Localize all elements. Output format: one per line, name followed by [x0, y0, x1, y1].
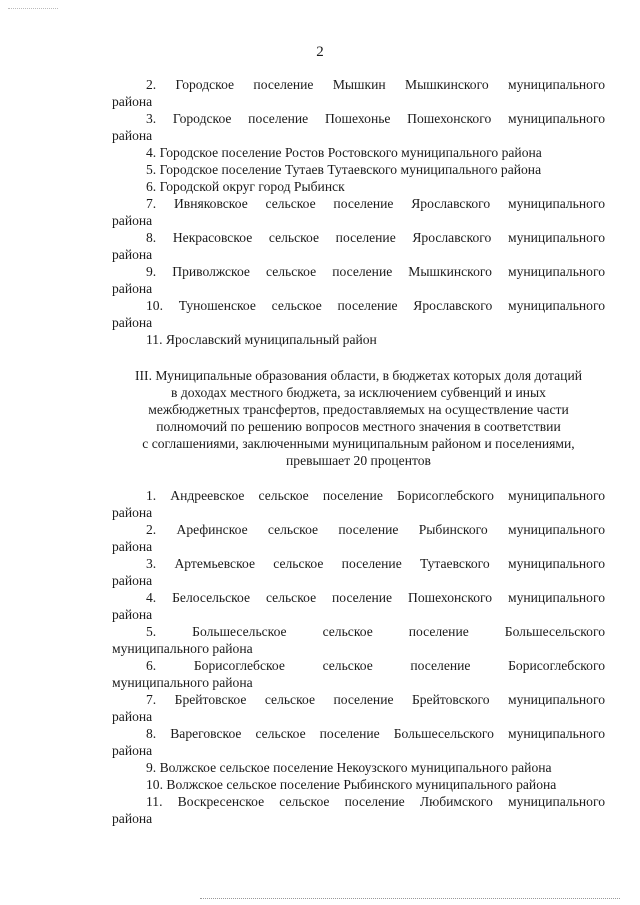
list-item-continuation: района: [112, 213, 153, 228]
list-item: [112, 555, 605, 589]
list-item-continuation: района: [112, 505, 153, 520]
list-item: [112, 161, 605, 178]
list-item-continuation: района: [112, 247, 153, 262]
page-number: 2: [316, 44, 324, 60]
list-item-line: 6. Борисоглебское сельское поселение Борисоглебского: [146, 658, 605, 673]
list-item-line: 8. Вареговское сельское поселение Большесельского муниципального: [146, 726, 605, 741]
list-section-iii: [112, 487, 605, 827]
list-section-ii: [112, 76, 605, 348]
list-item-line: 1. Андреевское сельское поселение Борисоглебского муниципального: [146, 488, 605, 503]
list-item-line: 7. Брейтовское сельское поселение Брейтовского муниципального: [146, 692, 605, 707]
document-body: [112, 76, 605, 827]
list-item: [112, 263, 605, 297]
list-item-continuation: района: [112, 743, 153, 758]
list-item: [112, 487, 605, 521]
list-item-line: 6. Городской округ город Рыбинск: [146, 179, 345, 194]
heading-line: превышает 20 процентов: [286, 453, 431, 468]
list-item-continuation: муниципального района: [112, 675, 253, 690]
list-item: [112, 229, 605, 263]
list-item: [112, 776, 605, 793]
list-item-continuation: района: [112, 811, 153, 826]
list-item-line: 3. Городское поселение Пошехонье Пошехонского муниципального: [146, 111, 605, 126]
list-item-continuation: района: [112, 315, 153, 330]
heading-line: в доходах местного бюджета, за исключением субвенций и иных: [171, 385, 546, 400]
list-item-continuation: района: [112, 573, 153, 588]
list-item: [112, 195, 605, 229]
list-item-line: 9. Приволжское сельское поселение Мышкинского муниципального: [146, 264, 605, 279]
list-item: [112, 521, 605, 555]
list-item-continuation: муниципального района: [112, 641, 253, 656]
list-item: [112, 331, 605, 348]
list-item-continuation: района: [112, 539, 153, 554]
list-item-continuation: района: [112, 128, 153, 143]
list-item-line: 9. Волжское сельское поселение Некоузского муниципального района: [146, 760, 552, 775]
scan-artifact-footer: [200, 898, 620, 900]
list-item: [112, 623, 605, 657]
list-item-line: 8. Некрасовское сельское поселение Ярославского муниципального: [146, 230, 605, 245]
list-item-line: 2. Арефинское сельское поселение Рыбинского муниципального: [146, 522, 605, 537]
list-item: [112, 76, 605, 110]
list-item-line: 11. Воскресенское сельское поселение Любимского муниципального: [146, 794, 605, 809]
scan-artifact: [8, 8, 58, 11]
list-item-line: 11. Ярославский муниципальный район: [146, 332, 377, 347]
list-item-continuation: района: [112, 607, 153, 622]
list-item-line: 4. Городское поселение Ростов Ростовского муниципального района: [146, 145, 542, 160]
list-item: [112, 589, 605, 623]
list-item: [112, 297, 605, 331]
list-item-line: 7. Ивняковское сельское поселение Ярославского муниципального: [146, 196, 605, 211]
list-item-line: 3. Артемьевское сельское поселение Тутаевского муниципального: [146, 556, 605, 571]
list-item-line: 5. Городское поселение Тутаев Тутаевского муниципального района: [146, 162, 542, 177]
section-iii-heading: [112, 367, 605, 469]
list-item: [112, 793, 605, 827]
list-item: [112, 725, 605, 759]
list-item-line: 10. Волжское сельское поселение Рыбинского муниципального района: [146, 777, 557, 792]
list-item-continuation: района: [112, 709, 153, 724]
list-item-continuation: района: [112, 94, 153, 109]
heading-line: межбюджетных трансфертов, предоставляемых на осуществление части: [148, 402, 569, 417]
list-item-line: 4. Белосельское сельское поселение Пошехонского муниципального: [146, 590, 605, 605]
list-item: [112, 144, 605, 161]
list-item: [112, 657, 605, 691]
list-item-line: 10. Туношенское сельское поселение Ярославского муниципального: [146, 298, 605, 313]
list-item: [112, 110, 605, 144]
list-item: [112, 178, 605, 195]
list-item-line: 2. Городское поселение Мышкин Мышкинского муниципального: [146, 77, 605, 92]
heading-line: с соглашениями, заключенными муниципальным районом и поселениями,: [142, 436, 575, 451]
heading-line: III. Муниципальные образования области, в бюджетах которых доля дотаций: [135, 368, 582, 383]
list-item: [112, 759, 605, 776]
heading-line: полномочий по решению вопросов местного значения в соответствии: [156, 419, 561, 434]
list-item-continuation: района: [112, 281, 153, 296]
list-item: [112, 691, 605, 725]
list-item-line: 5. Большесельское сельское поселение Большесельского: [146, 624, 605, 639]
